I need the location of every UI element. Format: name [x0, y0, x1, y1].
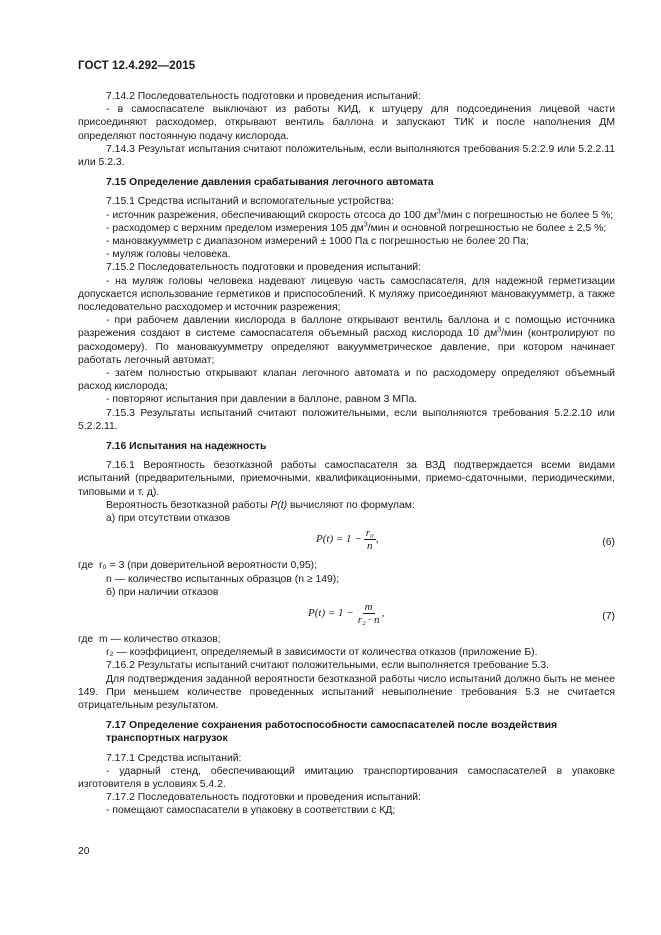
where-clause [78, 633, 615, 646]
paragraph-7-16-note: Для подтверждения заданной вероятности безотказной работы число испытаний должно быть не менее 149. При меньшем количестве проведенных испытаний невыполнение требования 5.3 не считается отрицательным результатом. [78, 673, 615, 711]
superscript: 3 [497, 326, 502, 334]
where-definition: r₀ = 3 (при доверительной вероятности 0,95); [98, 560, 318, 572]
where-label: где [78, 633, 94, 645]
list-item-text: /мин и основной погрешностью не более ± 2,5 %; [367, 222, 607, 234]
superscript: 3 [436, 208, 441, 216]
document-header: ГОСТ 12.4.292—2015 [78, 60, 196, 72]
heading-7-15: 7.15 Определение давления срабатывания легочного автомата [106, 177, 434, 189]
paragraph-7-15-3: 7.15.3 Результаты испытаний считают положительными, если выполняются требования 5.2.2.10 или 5.2.2.11. [78, 407, 615, 432]
where-clause [78, 559, 615, 572]
paragraph-7-17-1: 7.17.1 Средства испытаний: [106, 752, 242, 764]
list-item-text: /мин с погрешностью не более 5 %; [440, 209, 614, 221]
list-item: - помещают самоспасатели в упаковку в соответствии с КД; [106, 805, 396, 817]
formula-fraction [356, 601, 382, 626]
where-definition: r₂ — коэффициент, определяемый в зависимости от количества отказов (приложение Б). [106, 647, 538, 659]
paragraph-7-15-2: 7.15.2 Последовательность подготовки и проведения испытаний: [106, 262, 421, 274]
list-item: - на муляж головы человека надевают лицевую часть самоспасателя, для надежной герметизации допускается использование герметиков и приспособлений. К муляжу присоединяют мановакуумметр, а также последовательно расходомер и источник разрежения; [78, 275, 615, 314]
heading-7-16: 7.16 Испытания на надежность [106, 441, 267, 453]
paragraph-calc-intro [78, 499, 615, 512]
list-item-text: /мин (контролируют по расходомеру). По мановакуумметру определяют вакуумметрическое давление, при котором начинает работать легочный автомат; [78, 328, 615, 366]
text: вычисляют по формулам: [287, 499, 415, 511]
paragraph-7-16-1: 7.16.1 Вероятность безотказной работы самоспасателя за ВЗД подтверждается всеми видами испытаний (предварительными, приемочными, квалификационными, приемо-сдаточными, периодическими, типовыми и т. д). [78, 460, 615, 498]
fraction-numerator: r₀ [365, 527, 374, 540]
formula-number: (7) [602, 610, 615, 622]
formula-6 [78, 525, 615, 559]
paragraph-7-14-3: 7.14.3 Результат испытания считают положительным, если выполняются требования 5.2.2.9 или 5.2.2.11 или 5.2.3. [78, 143, 615, 169]
formula-tail: , [375, 533, 379, 546]
paragraph-7-14-2-title: 7.14.2 Последовательность подготовки и проведения испытаний: [106, 91, 421, 102]
fraction-numerator: m [364, 600, 373, 613]
fraction-denominator: n [367, 540, 373, 553]
case-b-label: б) при наличии отказов [106, 586, 219, 598]
page-number: 20 [78, 846, 90, 857]
formula-expression [308, 601, 384, 626]
list-item-text: - при рабочем давлении кислорода в баллоне открывают вентиль баллона и с помощью источника разрежения создают в системе самоспасателя объемный расход кислорода 10 дм [78, 315, 615, 340]
where-definition: m — количество отказов; [98, 633, 221, 645]
formula-7 [78, 599, 615, 633]
list-item-text: - источник разрежения, обеспечивающий скорость отсоса до 100 дм [106, 209, 437, 221]
formula-fraction [364, 527, 376, 552]
heading-7-17: 7.17 Определение сохранения работоспособности самоспасателей после воздействия транспортных нагрузок [106, 720, 558, 745]
paragraph-7-16-2: 7.16.2 Результаты испытаний считают положительными, если выполняется требование 5.3. [106, 660, 550, 672]
paragraph-7-17-2: 7.17.2 Последовательность подготовки и проведения испытаний: [106, 792, 421, 804]
list-item [78, 314, 615, 367]
list-item: - ударный стенд, обеспечивающий имитацию транспортирования самоспасателей в упаковке изготовителя в условиях 5.4.2. [78, 765, 615, 790]
formula-tail: , [381, 606, 385, 619]
formula-lhs: P(t) = 1 − [316, 533, 362, 546]
list-item: - муляж головы человека. [106, 249, 231, 261]
where-definition: n — количество испытанных образцов (n ≥ 149); [106, 573, 340, 585]
list-item: - мановакуумметр с диапазоном измерений ± 1000 Па с погрешностью не более 20 Па; [106, 236, 529, 248]
formula-variable: P(t) [270, 499, 288, 511]
formula-expression [316, 527, 379, 552]
case-a-label: а) при отсутствии отказов [106, 513, 231, 525]
text: Вероятность безотказной работы [106, 499, 271, 511]
document-body [78, 90, 615, 818]
formula-number: (6) [602, 537, 615, 549]
list-item [78, 222, 615, 235]
paragraph-7-14-2-text: - в самоспасателе выключают из работы КИД, к штуцеру для подсоединения лицевой части присоединяют расходомер, открывают вентиль баллона и запускают ТИК и после наполнения ДМ определяют постоянную подачу кислорода. [78, 104, 615, 142]
list-item: - повторяют испытания при давлении в баллоне, равном 3 МПа. [106, 394, 418, 406]
paragraph-7-15-1: 7.15.1 Средства испытаний и вспомогательные устройства: [106, 196, 395, 208]
where-label: где [78, 560, 94, 572]
fraction-denominator: r₂ · n [357, 613, 380, 626]
formula-lhs: P(t) = 1 − [308, 606, 354, 619]
superscript: 3 [363, 221, 368, 229]
list-item-text: - расходомер с верхним пределом измерения 105 дм [106, 222, 364, 234]
list-item [78, 209, 615, 222]
list-item: - затем полностью открывают клапан легочного автомата и по расходомеру определяют объемный расход кислорода; [78, 368, 615, 393]
